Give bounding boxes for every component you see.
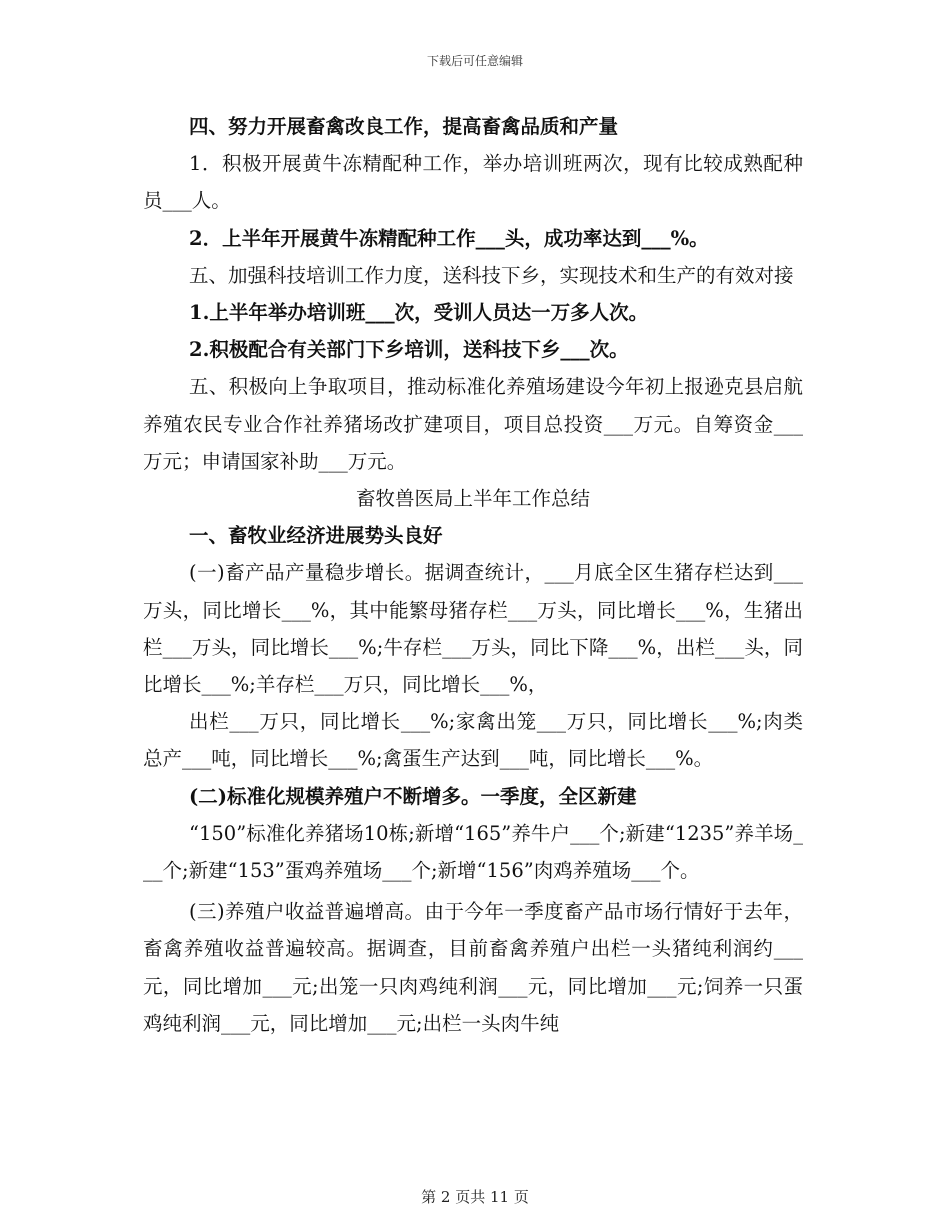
paragraph-breeding-2: 2．上半年开展黄牛冻精配种工作___头，成功率达到___%。	[189, 226, 709, 250]
paragraph-new-farms: “150”标准化养猪场10栋;新增“165”养牛户___个;新建“1235”养羊场___个;新建“153”蛋鸡养殖场___个;新增“156”肉鸡养殖场___个。	[143, 821, 803, 883]
paragraph-training-2: 2.积极配合有关部门下乡培训，送科技下乡___次。	[189, 338, 629, 362]
paragraph-output-poultry: 出栏___万只，同比增长___%;家禽出笼___万只，同比增长___%;肉类总产___吨，同比增长___%;禽蛋生产达到___吨，同比增长___%。	[143, 710, 803, 771]
subheading-standardized-farms: (二)标准化规模养殖户不断增多。一季度，全区新建	[189, 784, 637, 808]
page-header: 下载后可任意编辑	[426, 54, 523, 68]
paragraph-output-growth: (一)畜产品产量稳步增长。据调查统计，___月底全区生猪存栏达到___万头，同比增长___%，其中能繁母猪存栏___万头，同比增长___%，生猪出栏___万头，同比增长___%;牛存栏___万头，同比下降___%，出栏___头，同比增长___%;羊存栏___万只，同比增长___%，	[143, 561, 803, 697]
paragraph-training-1: 1.上半年举办培训班___次，受训人员达一万多人次。	[189, 301, 649, 325]
section-heading-5-training: 五、加强科技培训工作力度，送科技下乡，实现技术和生产的有效对接	[189, 263, 794, 287]
document-body	[143, 108, 803, 1042]
section-heading-1: 一、畜牧业经济进展势头良好	[189, 524, 443, 548]
paragraph-breeding-1: 1．积极开展黄牛冻精配种工作，举办培训班两次，现有比较成熟配种员___人。	[143, 152, 803, 213]
document-title: 畜牧兽医局上半年工作总结	[355, 487, 590, 511]
section-heading-4: 四、努力开展畜禽改良工作，提高畜禽品质和产量	[189, 115, 619, 138]
paragraph-projects: 五、积极向上争取项目，推动标准化养殖场建设今年初上报逊克县启航养殖农民专业合作社养猪场改扩建项目，项目总投资___万元。自筹资金___万元；申请国家补助___万元。	[143, 375, 803, 473]
paragraph-farm-income: (三)养殖户收益普遍增高。由于今年一季度畜产品市场行情好于去年，畜禽养殖收益普遍较高。据调查，目前畜禽养殖户出栏一头猪纯利润约___元，同比增加___元;出笼一只肉鸡纯利润___元，同比增加___元;饲养一只蛋鸡纯利润___元，同比增加___元;出栏一头肉牛纯	[143, 900, 803, 1035]
page-footer: 第 2 页共 11 页	[421, 1188, 529, 1206]
